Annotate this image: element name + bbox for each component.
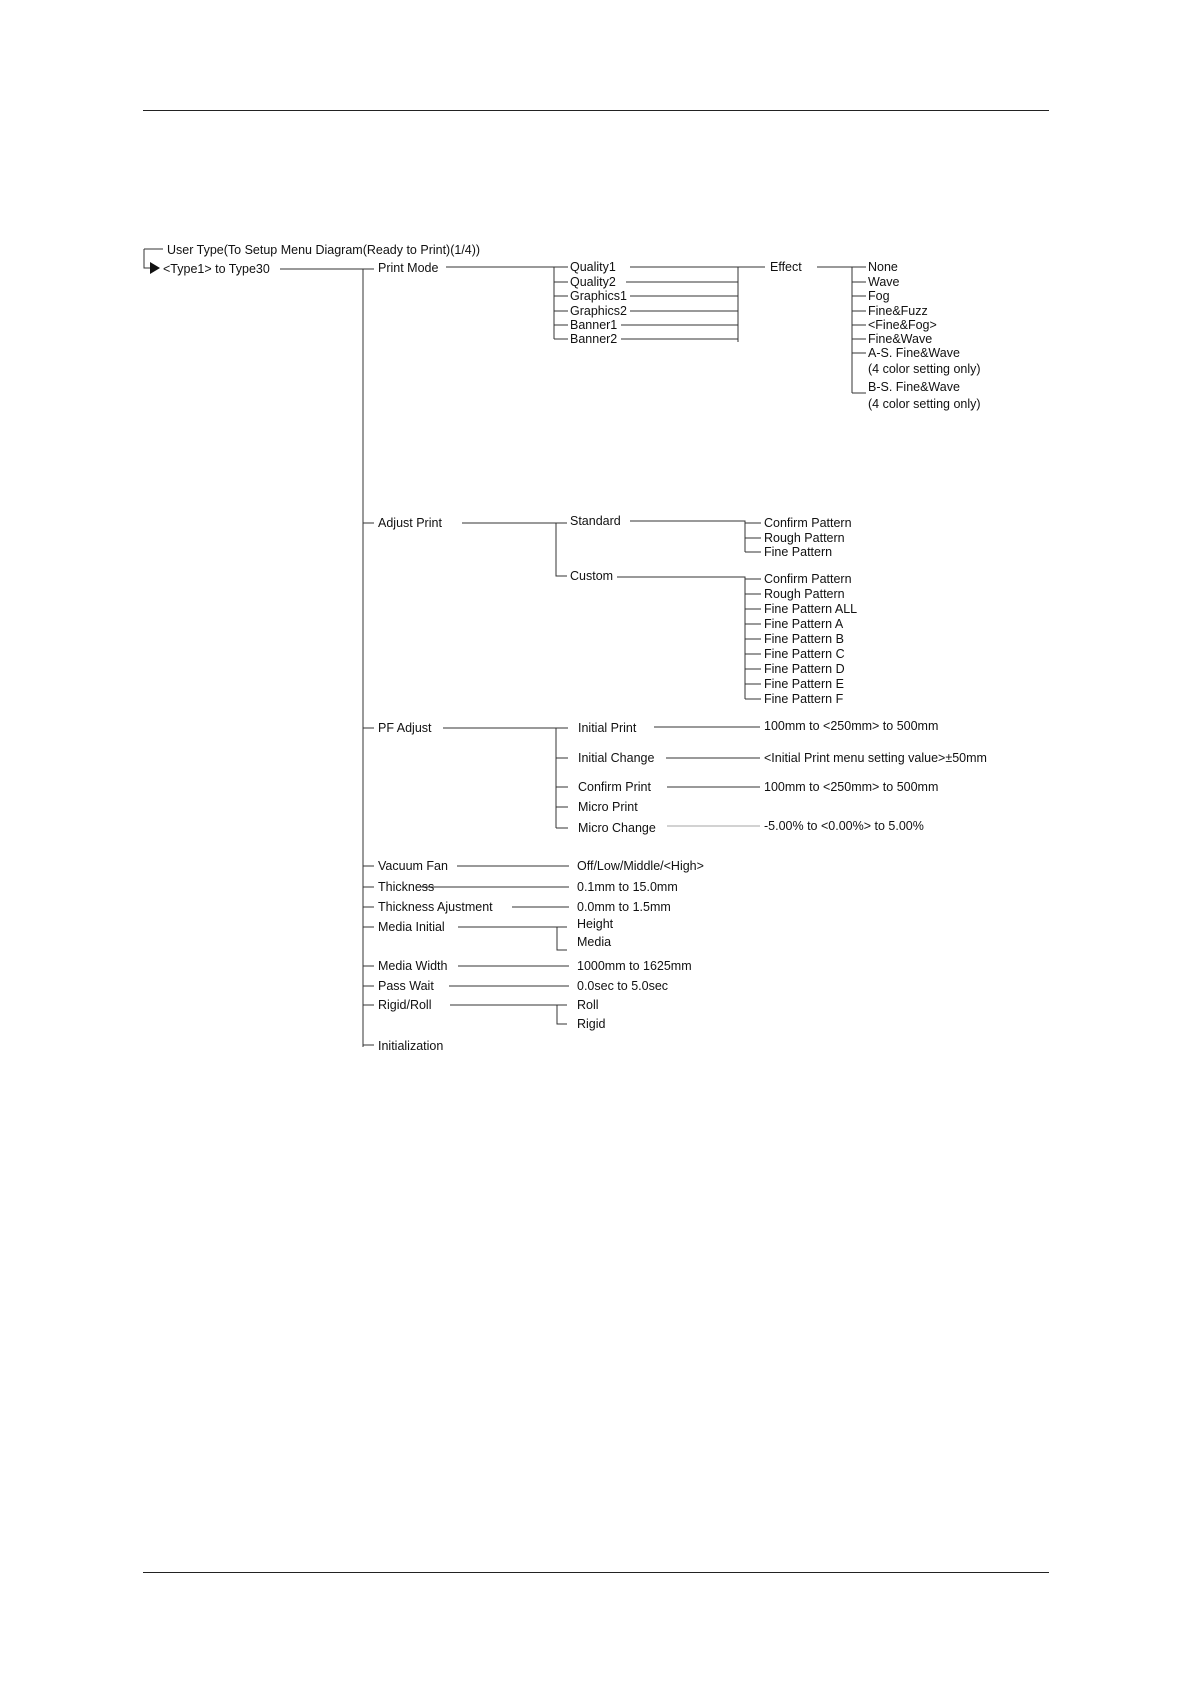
pf-item: Initial Print [578, 721, 637, 735]
pf-item: Confirm Print [578, 780, 651, 794]
custom-item: Confirm Pattern [764, 572, 852, 586]
effect-item: <Fine&Fog> [868, 318, 937, 332]
diagram-title: User Type(To Setup Menu Diagram(Ready to Print)(1/4)) [167, 243, 481, 257]
effect-item: Fog [868, 289, 890, 303]
connector-lines [144, 249, 866, 1047]
effect-note: (4 color setting only) [868, 362, 981, 376]
effect-item: Fine&Fuzz [868, 304, 928, 318]
pass-wait-value: 0.0sec to 5.0sec [577, 979, 669, 993]
print-mode-label: Print Mode [378, 261, 439, 275]
pf-value: -5.00% to <0.00%> to 5.00% [764, 819, 924, 833]
thickness-value: 0.1mm to 15.0mm [577, 880, 678, 894]
quality-item: Graphics2 [570, 304, 627, 318]
rigid-roll-label: Rigid/Roll [378, 998, 432, 1012]
effect-label: Effect [770, 260, 802, 274]
rigid-roll-item: Roll [577, 998, 599, 1012]
effect-item: None [868, 260, 898, 274]
quality-item: Quality1 [570, 260, 616, 274]
vacuum-fan-value: Off/Low/Middle/<High> [577, 859, 704, 873]
quality-item: Banner1 [570, 318, 618, 332]
vacuum-fan-label: Vacuum Fan [378, 859, 448, 873]
effect-item: Fine&Wave [868, 332, 933, 346]
standard-item: Fine Pattern [764, 545, 833, 559]
custom-item: Fine Pattern D [764, 662, 845, 676]
pf-adjust-label: PF Adjust [378, 721, 432, 735]
media-width-label: Media Width [378, 959, 448, 973]
custom-item: Rough Pattern [764, 587, 845, 601]
effect-note: (4 color setting only) [868, 397, 981, 411]
pf-value: 100mm to <250mm> to 500mm [764, 719, 939, 733]
quality-item: Quality2 [570, 275, 616, 289]
custom-item: Fine Pattern C [764, 647, 845, 661]
effect-item: B-S. Fine&Wave [868, 380, 960, 394]
quality-item: Graphics1 [570, 289, 627, 303]
effect-item: A-S. Fine&Wave [868, 346, 960, 360]
custom-item: Fine Pattern F [764, 692, 844, 706]
custom-label: Custom [570, 569, 614, 583]
pf-value: 100mm to <250mm> to 500mm [764, 780, 939, 794]
pf-item: Micro Change [578, 821, 656, 835]
custom-item: Fine Pattern A [764, 617, 844, 631]
media-initial-item: Height [577, 917, 614, 931]
custom-item: Fine Pattern E [764, 677, 844, 691]
pf-item: Micro Print [578, 800, 638, 814]
initialization-label: Initialization [378, 1039, 444, 1053]
media-width-value: 1000mm to 1625mm [577, 959, 692, 973]
root-node: <Type1> to Type30 [163, 262, 270, 276]
adjust-print-label: Adjust Print [378, 516, 442, 530]
quality-item: Banner2 [570, 332, 618, 346]
rigid-roll-item: Rigid [577, 1017, 606, 1031]
standard-item: Confirm Pattern [764, 516, 852, 530]
custom-item: Fine Pattern B [764, 632, 844, 646]
pf-item: Initial Change [578, 751, 655, 765]
thickness-label: Thickness [378, 880, 435, 894]
custom-item: Fine Pattern ALL [764, 602, 858, 616]
pf-value: <Initial Print menu setting value>±50mm [764, 751, 987, 765]
thickness-adjustment-label: Thickness Ajustment [378, 900, 493, 914]
thickness-adjustment-value: 0.0mm to 1.5mm [577, 900, 671, 914]
media-initial-item: Media [577, 935, 612, 949]
media-initial-label: Media Initial [378, 920, 445, 934]
standard-item: Rough Pattern [764, 531, 845, 545]
standard-label: Standard [570, 514, 621, 528]
pass-wait-label: Pass Wait [378, 979, 434, 993]
effect-item: Wave [868, 275, 900, 289]
